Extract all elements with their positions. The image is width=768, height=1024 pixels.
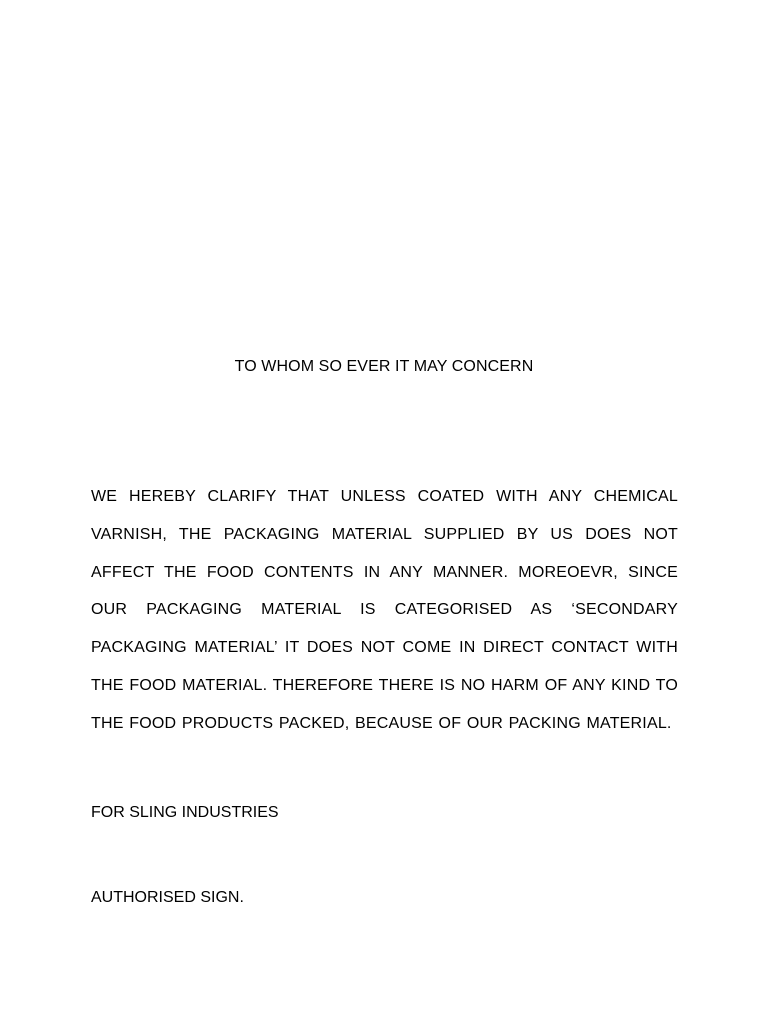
signature-line: AUTHORISED SIGN.: [91, 889, 244, 906]
company-closing: FOR SLING INDUSTRIES: [91, 804, 279, 821]
letter-body: WE HEREBY CLARIFY THAT UNLESS COATED WITH ANY CHEMICAL VARNISH, THE PACKAGING MATERIAL SUPPLIED BY US DOES NOT AFFECT THE FOOD CONTENTS IN ANY MANNER. MOREOEVR, SINCE OUR PACKAGING MATERIAL IS CATEGORISED AS ‘SECONDARY PACKAGING MATERIAL’ IT DOES NOT COME IN DIRECT CONTACT WITH THE FOOD MATERIAL. THEREFORE THERE IS NO HARM OF ANY KIND TO THE FOOD PRODUCTS PACKED, BECAUSE OF OUR PACKING MATERIAL.: [91, 488, 678, 732]
letter-heading: TO WHOM SO EVER IT MAY CONCERN: [234, 358, 534, 375]
